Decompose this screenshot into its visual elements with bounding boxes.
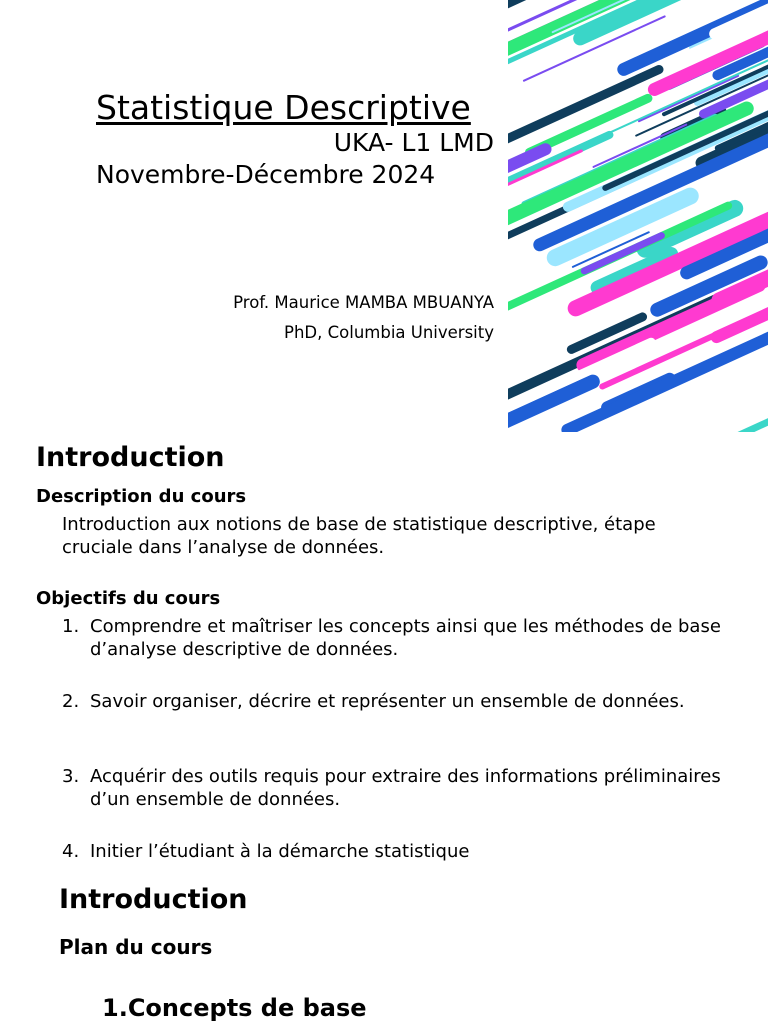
cover-author-name: Prof. Maurice MAMBA MBUANYA [233,293,494,312]
objective-number: 1. [62,616,80,637]
plan-slide [0,868,768,1024]
introduction-slide [0,432,768,868]
cover-subtitle-dates: Novembre-Décembre 2024 [96,160,436,189]
stripes-graphic [508,0,768,432]
introduction-heading: Introduction [36,442,225,473]
objective-number: 2. [62,691,80,712]
objective-item [62,615,752,661]
objectives-heading: Objectifs du cours [36,588,221,609]
description-heading: Description du cours [36,486,247,507]
objective-text: Savoir organiser, décrire et représenter un ensemble de données. [90,691,685,712]
cover-subtitle-course: UKA- L1 LMD [333,128,494,157]
objective-text: Acquérir des outils requis pour extraire des informations préliminaires d’un ensemble de données. [90,766,721,810]
description-text: Introduction aux notions de base de statistique descriptive, étape cruciale dans l’analyse de données. [62,514,656,558]
plan-slide-heading: Introduction [59,884,248,915]
plan-item: 1.Concepts de base [102,994,367,1022]
cover-title: Statistique Descriptive [96,88,471,127]
cover-slide [0,0,768,432]
decorative-stripes-image [508,0,768,432]
objective-text: Initier l’étudiant à la démarche statistique [90,841,470,862]
objective-item [62,690,752,713]
objective-item [62,840,752,863]
objective-number: 4. [62,841,80,862]
plan-subheading: Plan du cours [59,935,213,959]
objective-number: 3. [62,766,80,787]
objective-text: Comprendre et maîtriser les concepts ainsi que les méthodes de base d’analyse descriptive de données. [90,616,721,660]
objective-item [62,765,752,811]
cover-author-degree: PhD, Columbia University [284,323,494,342]
